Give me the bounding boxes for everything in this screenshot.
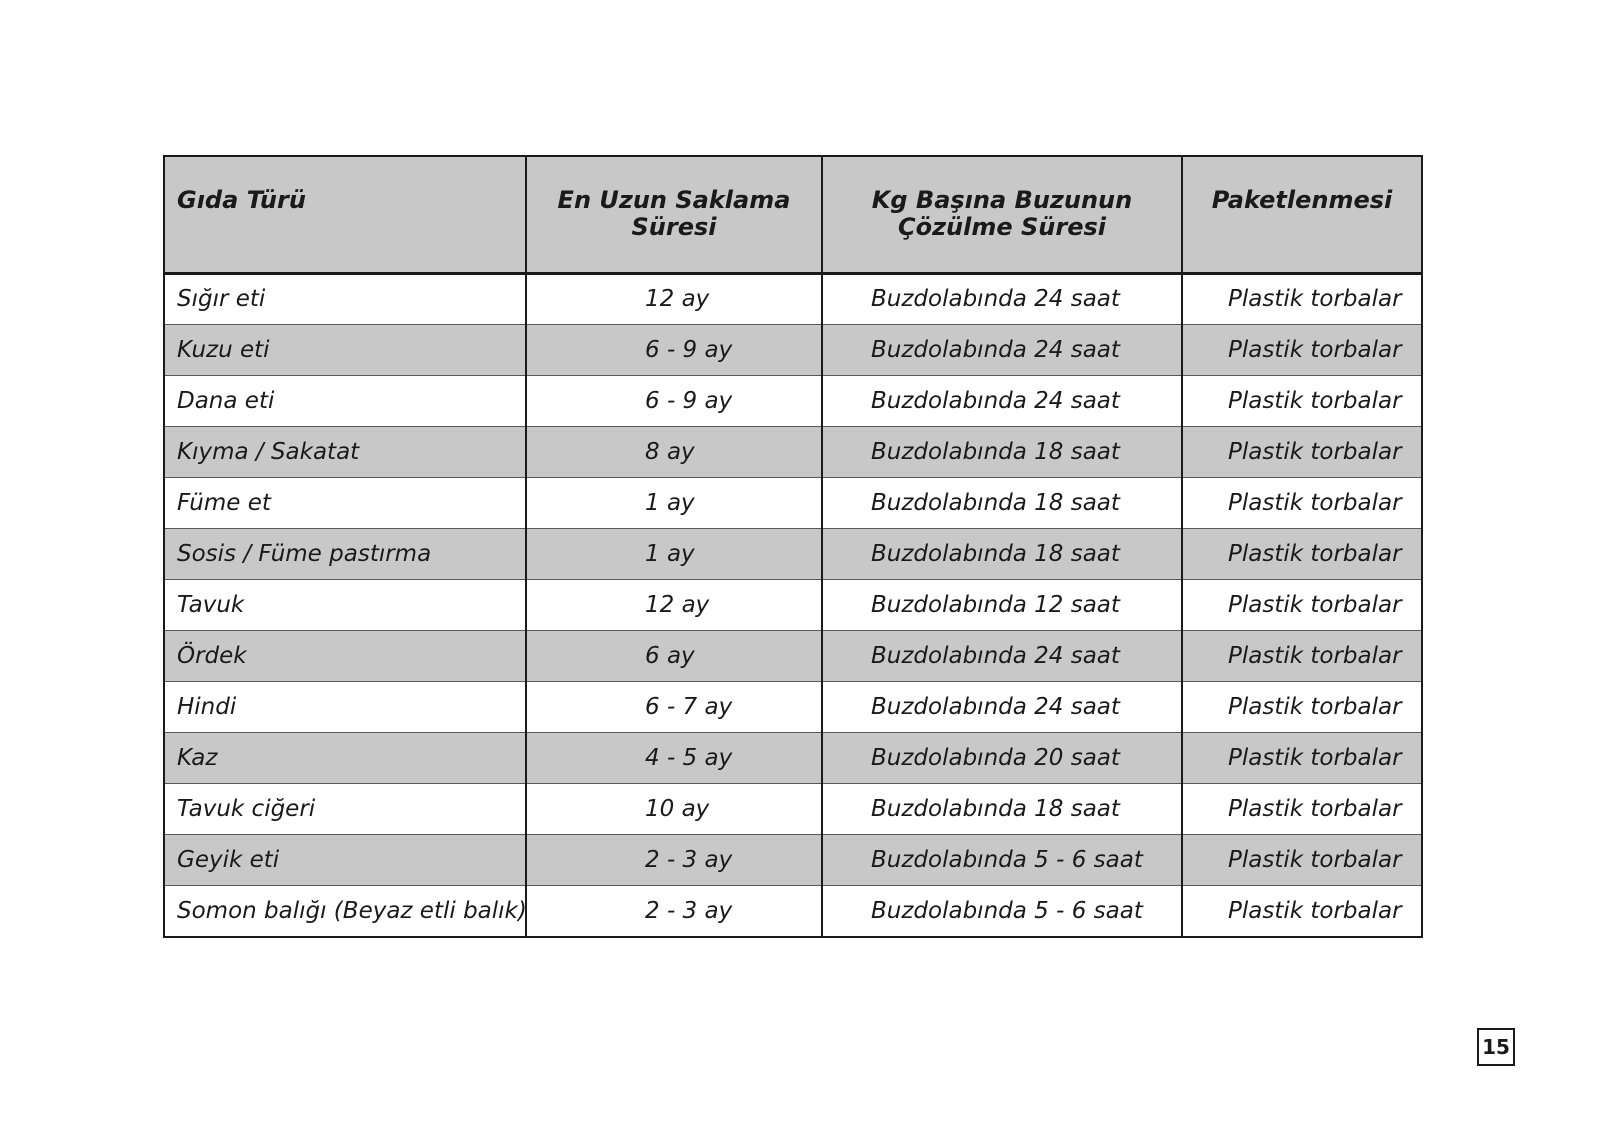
food-storage-table — [165, 157, 1421, 936]
cell-food: Tavuk — [165, 579, 526, 630]
cell-food: Dana eti — [165, 375, 526, 426]
header-max-storage — [526, 157, 822, 273]
page-number: 15 — [1477, 1028, 1515, 1066]
cell-duration: 4 - 5 ay — [526, 732, 822, 783]
header-food-type-label: Gıda Türü — [177, 186, 306, 214]
header-thaw-time-line1: Kg Başına Buzunun — [871, 186, 1133, 214]
cell-thaw: Buzdolabında 12 saat — [822, 579, 1182, 630]
table-row — [165, 579, 1421, 630]
cell-thaw: Buzdolabında 18 saat — [822, 477, 1182, 528]
cell-duration: 1 ay — [526, 477, 822, 528]
cell-duration: 6 - 9 ay — [526, 375, 822, 426]
cell-food: Kuzu eti — [165, 324, 526, 375]
cell-packaging: Plastik torbalar — [1182, 834, 1421, 885]
header-packaging-label: Paketlenmesi — [1211, 186, 1393, 214]
cell-duration: 8 ay — [526, 426, 822, 477]
cell-food: Tavuk ciğeri — [165, 783, 526, 834]
table-row — [165, 885, 1421, 936]
header-max-storage-line2: Süresi — [631, 213, 717, 241]
cell-food: Somon balığı (Beyaz etli balık) — [165, 885, 526, 936]
cell-duration: 2 - 3 ay — [526, 885, 822, 936]
table-row — [165, 630, 1421, 681]
cell-food: Kaz — [165, 732, 526, 783]
table-row — [165, 375, 1421, 426]
cell-packaging: Plastik torbalar — [1182, 681, 1421, 732]
cell-thaw: Buzdolabında 24 saat — [822, 375, 1182, 426]
table-row — [165, 834, 1421, 885]
cell-thaw: Buzdolabında 18 saat — [822, 528, 1182, 579]
cell-food: Hindi — [165, 681, 526, 732]
header-max-storage-line1: En Uzun Saklama — [557, 186, 791, 214]
cell-thaw: Buzdolabında 24 saat — [822, 324, 1182, 375]
cell-duration: 1 ay — [526, 528, 822, 579]
cell-thaw: Buzdolabında 24 saat — [822, 681, 1182, 732]
cell-packaging: Plastik torbalar — [1182, 783, 1421, 834]
cell-thaw: Buzdolabında 20 saat — [822, 732, 1182, 783]
table-row — [165, 426, 1421, 477]
table-row — [165, 681, 1421, 732]
cell-packaging: Plastik torbalar — [1228, 897, 1402, 924]
cell-packaging: Plastik torbalar — [1182, 528, 1421, 579]
cell-food: Kıyma / Sakatat — [165, 426, 526, 477]
cell-thaw: Buzdolabında 5 - 6 saat — [822, 834, 1182, 885]
cell-food: Geyik eti — [165, 834, 526, 885]
cell-thaw: Buzdolabında 24 saat — [822, 273, 1182, 324]
table-row — [165, 324, 1421, 375]
cell-thaw: Buzdolabında 18 saat — [822, 426, 1182, 477]
table-row — [165, 732, 1421, 783]
table-row — [165, 273, 1421, 324]
cell-food: Füme et — [165, 477, 526, 528]
food-storage-table-frame — [163, 155, 1423, 938]
cell-thaw: Buzdolabında 18 saat — [822, 783, 1182, 834]
cell-food: Ördek — [165, 630, 526, 681]
cell-thaw: Buzdolabında 24 saat — [822, 630, 1182, 681]
header-food-type — [165, 157, 526, 273]
cell-duration: 10 ay — [526, 783, 822, 834]
cell-food: Sosis / Füme pastırma — [165, 528, 526, 579]
table-row — [165, 477, 1421, 528]
cell-duration: 12 ay — [526, 579, 822, 630]
cell-duration: 12 ay — [526, 273, 822, 324]
header-packaging — [1182, 157, 1421, 273]
cell-duration: 2 - 3 ay — [526, 834, 822, 885]
cell-packaging: Plastik torbalar — [1182, 324, 1421, 375]
cell-food: Sığır eti — [165, 273, 526, 324]
cell-packaging: Plastik torbalar — [1182, 579, 1421, 630]
header-thaw-time-line2: Çözülme Süresi — [897, 213, 1107, 241]
cell-duration: 6 - 9 ay — [526, 324, 822, 375]
cell-duration: 6 - 7 ay — [526, 681, 822, 732]
table-header-row — [165, 157, 1421, 273]
cell-packaging: Plastik torbalar — [1182, 375, 1421, 426]
cell-packaging: Plastik torbalar — [1182, 477, 1421, 528]
cell-packaging: Plastik torbalar — [1182, 426, 1421, 477]
cell-thaw: Buzdolabında 5 - 6 saat — [822, 885, 1182, 936]
cell-duration: 6 ay — [526, 630, 822, 681]
table-row — [165, 528, 1421, 579]
header-thaw-time — [822, 157, 1182, 273]
table-row — [165, 783, 1421, 834]
cell-packaging: Plastik torbalar — [1182, 732, 1421, 783]
cell-packaging: Plastik torbalar — [1182, 273, 1421, 324]
cell-packaging: Plastik torbalar — [1182, 630, 1421, 681]
